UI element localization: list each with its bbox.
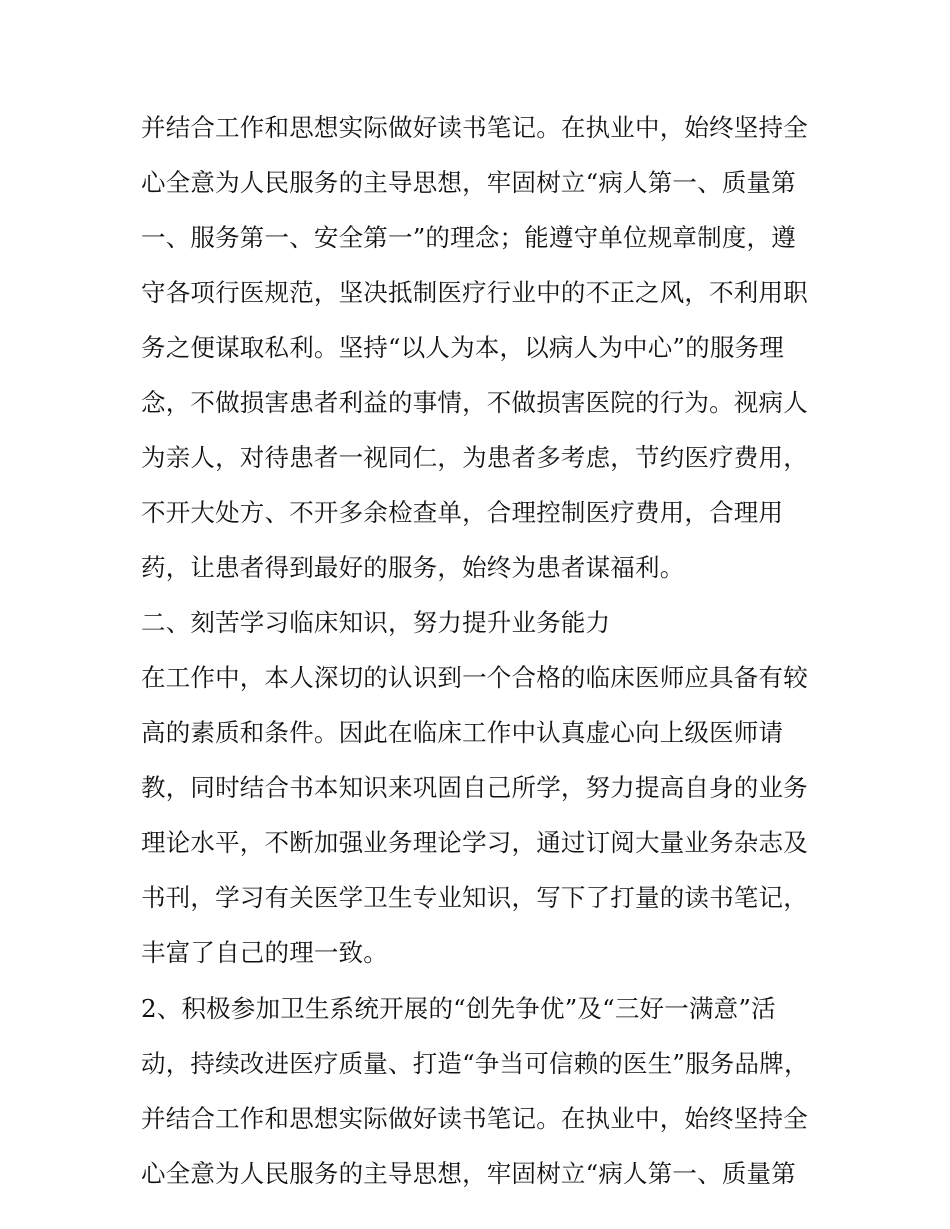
text-line-8: 不开大处方、不开多余检查单，合理控制医疗费用，合理用	[141, 498, 784, 527]
text-line-9: 药，让患者得到最好的服务，始终为患者谋福利。	[141, 553, 685, 582]
text-line-5: 务之便谋取私利。坚持“以人为本，以病人为中心”的服务理	[141, 333, 784, 362]
section-heading: 二、刻苦学习临床知识，努力提升业务能力	[141, 608, 611, 637]
text-line-18: 动，持续改进医疗质量、打造“争当可信赖的医生”服务品牌，	[141, 1049, 809, 1078]
text-line-7: 为亲人，对待患者一视同仁，为患者多考虑，节约医疗费用，	[141, 443, 808, 472]
text-line-12: 高的素质和条件。因此在临床工作中认真虚心向上级医师请	[141, 718, 784, 747]
text-line-19: 并结合工作和思想实际做好读书笔记。在执业中，始终坚持全	[141, 1104, 808, 1133]
text-line-4: 守各项行医规范，坚决抵制医疗行业中的不正之风，不利用职	[141, 278, 808, 307]
text-line-3: 一、服务第一、安全第一”的理念；能遵守单位规章制度，遵	[141, 223, 796, 252]
text-line-13: 教，同时结合书本知识来巩固自己所学，努力提高自身的业务	[141, 773, 808, 802]
text-line-16: 丰富了自己的理一致。	[141, 938, 388, 967]
text-line-20: 心全意为人民服务的主导思想，牢固树立“病人第一、质量第	[141, 1159, 796, 1188]
text-line-6: 念，不做损害患者利益的事情，不做损害医院的行为。视病人	[141, 388, 808, 417]
list-item-2: 2、积极参加卫生系统开展的“创先争优”及“三好一满意”活	[141, 994, 776, 1023]
text-line-11: 在工作中，本人深切的认识到一个合格的临床医师应具备有较	[141, 663, 808, 692]
text-line-1: 并结合工作和思想实际做好读书笔记。在执业中，始终坚持全	[141, 113, 808, 142]
text-line-15: 书刊，学习有关医学卫生专业知识，写下了打量的读书笔记，	[141, 883, 808, 912]
text-line-14: 理论水平，不断加强业务理论学习，通过订阅大量业务杂志及	[141, 828, 808, 857]
text-line-2: 心全意为人民服务的主导思想，牢固树立“病人第一、质量第	[141, 168, 796, 197]
